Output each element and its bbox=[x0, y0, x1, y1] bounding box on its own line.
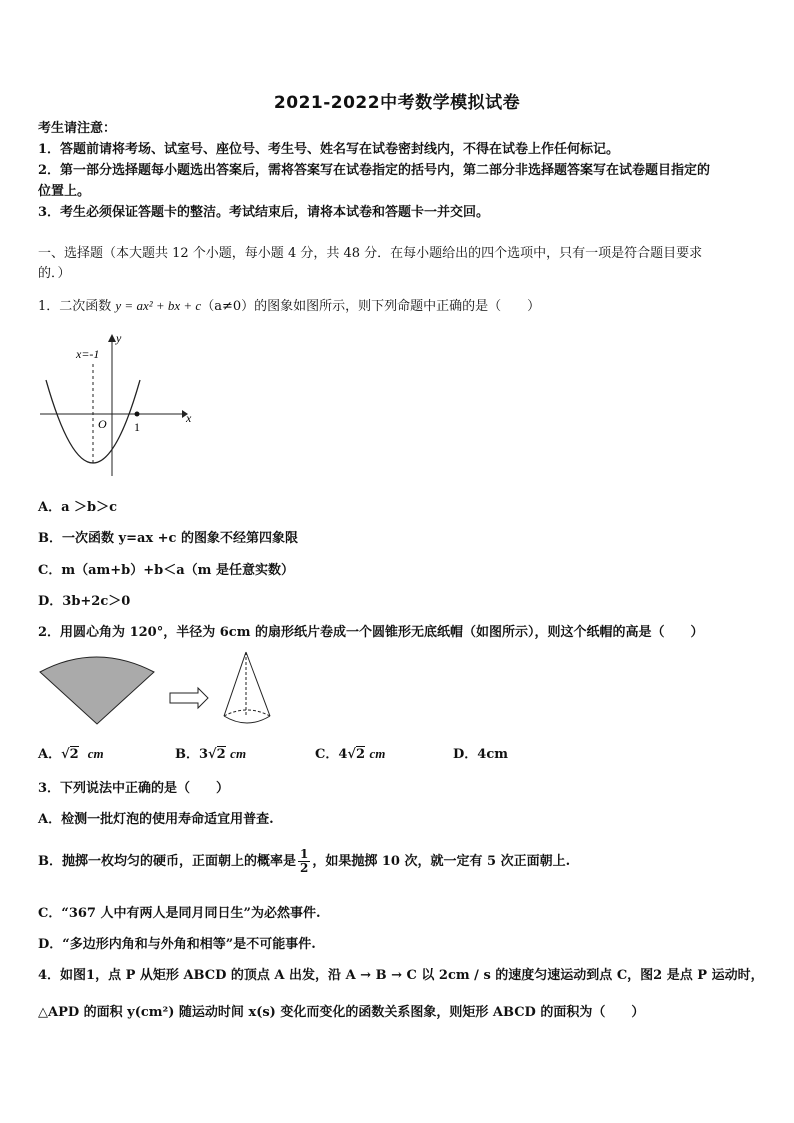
sqrt-sign: √ bbox=[347, 747, 356, 762]
q3-option-b[interactable] bbox=[38, 848, 570, 875]
notice-item-1: 1．答题前请将考场、试室号、座位号、考生号、姓名写在试卷密封线内，不得在试卷上作任何标记。 bbox=[38, 142, 620, 157]
fraction-numerator: 1 bbox=[300, 847, 309, 861]
cone-left-edge bbox=[224, 652, 246, 716]
section-heading-line1: 一、选择题（本大题共 12 个小题，每小题 4 分，共 48 分．在每小题给出的四个选项中，只有一项是符合题目要求 bbox=[38, 246, 703, 261]
sqrt-sign: √ bbox=[208, 747, 217, 762]
fraction-denominator: 2 bbox=[300, 861, 309, 875]
point-one bbox=[135, 412, 140, 417]
page-title: 2021-2022中考数学模拟试卷 bbox=[273, 93, 521, 113]
question-3-stem: 3．下列说法中正确的是（ ） bbox=[38, 781, 230, 796]
sqrt-sign: √ bbox=[61, 747, 70, 762]
question-4-stem-line1: 4．如图1，点 P 从矩形 ABCD 的顶点 A 出发，沿 A → B → C 以 2cm / s 的速度匀速运动到点 C，图2 是点 P 运动时， bbox=[38, 968, 764, 983]
q2-a-unit: cm bbox=[87, 746, 104, 761]
question-2-stem: 2．用圆心角为 120°，半径为 6cm 的扇形纸片卷成一个圆锥形无底纸帽（如图所示），则这个纸帽的高是（ ） bbox=[38, 625, 704, 640]
sector-shape bbox=[40, 657, 154, 724]
question-1-stem bbox=[38, 297, 540, 316]
q2-b-root: 2 bbox=[216, 747, 226, 762]
point-one-label: 1 bbox=[134, 420, 140, 434]
q3-option-c[interactable]: C．“367 人中有两人是同月同日生”为必然事件. bbox=[38, 906, 321, 921]
q2-c-unit: cm bbox=[369, 746, 386, 761]
q1-prefix: 1．二次函数 bbox=[38, 299, 116, 314]
notice-item-3: 3．考生必须保证答题卡的整洁。考试结束后，请将本试卷和答题卡一并交回。 bbox=[38, 205, 490, 220]
y-axis-label: y bbox=[116, 331, 122, 345]
q3-option-a[interactable]: A．检测一批灯泡的使用寿命适宜用普查. bbox=[38, 812, 274, 827]
question-4-stem-line2: △APD 的面积 y(cm²) 随运动时间 x(s) 变化而变化的函数关系图象，则矩形 ABCD 的面积为（ ） bbox=[38, 1005, 645, 1020]
q2-option-c[interactable] bbox=[315, 743, 385, 762]
q2-sector-cone-figure bbox=[36, 648, 286, 732]
transform-arrow bbox=[170, 688, 208, 708]
fraction-one-half bbox=[298, 848, 310, 875]
q1-parabola-graph bbox=[36, 328, 206, 478]
notice-item-2: 2．第一部分选择题每小题选出答案后，需将答案写在试卷指定的括号内，第二部分非选择题答案写在试卷题目指定的 bbox=[38, 163, 711, 178]
x-axis-label: x bbox=[186, 411, 192, 425]
q2-c-root: 2 bbox=[355, 747, 365, 762]
cone-base-back bbox=[224, 710, 270, 716]
q1-option-d[interactable]: D．3b+2c＞0 bbox=[38, 594, 131, 609]
cone-base-front bbox=[224, 716, 270, 723]
notice-item-2-cont: 位置上。 bbox=[38, 184, 91, 199]
section-heading-line2: 的．） bbox=[38, 266, 71, 281]
q2-a-label: A． bbox=[38, 747, 62, 762]
q1-option-c[interactable]: C．m（am+b）+b＜a（m 是任意实数） bbox=[38, 563, 294, 578]
q1-suffix: 的图象如图所示，则下列命题中正确的是（ ） bbox=[254, 299, 541, 314]
q2-b-unit: cm bbox=[230, 746, 247, 761]
symmetry-label: x=-1 bbox=[76, 347, 100, 361]
q1-formula: y = ax² + bx + c bbox=[115, 298, 202, 313]
q3-b-post: ，如果抛掷 10 次，就一定有 5 次正面朝上. bbox=[312, 854, 571, 869]
notice-heading: 考生请注意： bbox=[38, 121, 117, 136]
q3-option-d[interactable]: D．“多边形内角和与外角和相等”是不可能事件. bbox=[38, 937, 316, 952]
q3-b-pre: B．抛掷一枚均匀的硬币，正面朝上的概率是 bbox=[38, 854, 296, 869]
q1-option-b[interactable]: B．一次函数 y=ax +c 的图象不经第四象限 bbox=[38, 531, 298, 546]
q2-c-label: C．4 bbox=[315, 747, 348, 762]
y-axis-arrow bbox=[108, 334, 116, 342]
q2-option-a[interactable] bbox=[38, 743, 104, 762]
q1-condition: （a≠0） bbox=[201, 299, 255, 314]
q1-option-a[interactable]: A．a ＞b＞c bbox=[38, 500, 118, 515]
cone-right-edge bbox=[246, 652, 270, 716]
q2-option-d[interactable]: D．4cm bbox=[453, 747, 508, 762]
origin-label: O bbox=[98, 417, 107, 431]
q2-b-label: B．3 bbox=[175, 747, 209, 762]
q2-option-b[interactable] bbox=[175, 743, 246, 762]
q2-a-root: 2 bbox=[69, 747, 79, 762]
